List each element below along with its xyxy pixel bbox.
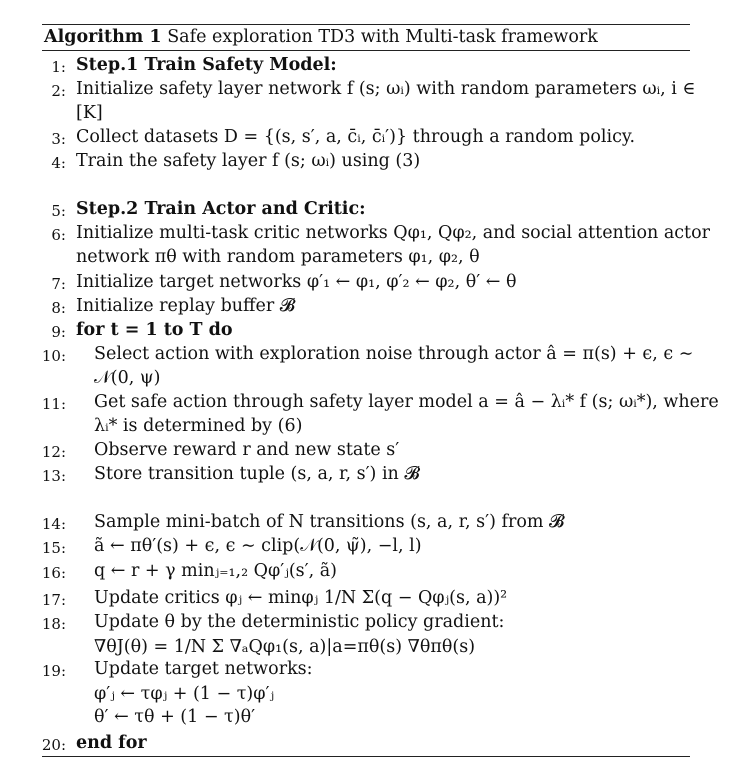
line-number: 19: bbox=[41, 662, 66, 680]
step2-heading: Step.2 Train Actor and Critic: bbox=[76, 199, 366, 219]
algorithm-title-text: Safe exploration TD3 with Multi-task framework bbox=[167, 27, 598, 47]
line-number: 10: bbox=[41, 347, 66, 365]
algorithm-line: Initialize multi-task critic networks Qφ₁, Qφ₂, and social attention actor bbox=[76, 223, 710, 243]
top-rule bbox=[42, 24, 690, 25]
algorithm-line: Update critics φⱼ ← minφⱼ 1/N Σ(q − Qφⱼ(s, a))² bbox=[94, 588, 508, 608]
algorithm-line: Store transition tuple (s, a, r, s′) in 𝓑 bbox=[94, 464, 420, 484]
step1-heading: Step.1 Train Safety Model: bbox=[76, 55, 337, 75]
line-number: 15: bbox=[41, 539, 66, 557]
line-number: 7: bbox=[51, 275, 66, 293]
for-loop-line: for t = 1 to T do bbox=[76, 320, 233, 340]
algorithm-line: Observe reward r and new state s′ bbox=[94, 440, 400, 460]
algorithm-line: Get safe action through safety layer model a = â − λᵢ* f (s; ωᵢ*), where bbox=[94, 392, 719, 412]
algorithm-line-cont: network πθ with random parameters φ₁, φ₂, θ bbox=[76, 247, 480, 267]
algorithm-line: q ← r + γ minⱼ₌₁,₂ Qφ′ⱼ(s′, ã) bbox=[94, 561, 338, 581]
line-number: 3: bbox=[51, 130, 66, 148]
algorithm-line: Select action with exploration noise through actor â = π(s) + ϵ, ϵ ∼ bbox=[94, 344, 694, 364]
algorithm-line: Initialize target networks φ′₁ ← φ₁, φ′₂ ← φ₂, θ′ ← θ bbox=[76, 272, 517, 292]
line-number: 6: bbox=[51, 226, 66, 244]
algorithm-title bbox=[44, 27, 598, 47]
line-number: 20: bbox=[41, 736, 66, 754]
line-number: 16: bbox=[41, 564, 66, 582]
algorithm-label: Algorithm 1 bbox=[44, 27, 162, 47]
algorithm-line: Collect datasets D = {(s, s′, a, c̄ᵢ, c̄ᵢ′)} through a random policy. bbox=[76, 127, 636, 147]
algorithm-line-cont: [K] bbox=[76, 103, 103, 123]
end-for-line: end for bbox=[76, 733, 147, 753]
title-rule bbox=[42, 50, 690, 51]
bottom-rule bbox=[42, 756, 690, 757]
line-number: 9: bbox=[51, 323, 66, 341]
line-number: 18: bbox=[41, 615, 66, 633]
line-number: 4: bbox=[51, 154, 66, 172]
line-number: 14: bbox=[41, 515, 66, 533]
algorithm-line: Initialize safety layer network f (s; ωᵢ) with random parameters ωᵢ, i ∈ bbox=[76, 79, 696, 99]
line-number: 2: bbox=[51, 82, 66, 100]
algorithm-line: Initialize replay buffer 𝓑 bbox=[76, 296, 296, 316]
algorithm-line-cont: ∇θJ(θ) = 1/N Σ ∇ₐQφ₁(s, a)|a=πθ(s) ∇θπθ(s) bbox=[94, 637, 476, 657]
line-number: 11: bbox=[41, 395, 66, 413]
algorithm-line: Update target networks: bbox=[94, 659, 313, 679]
line-number: 5: bbox=[51, 202, 66, 220]
line-number: 8: bbox=[51, 299, 66, 317]
line-number: 12: bbox=[41, 443, 66, 461]
algorithm-line: Sample mini-batch of N transitions (s, a, r, s′) from 𝓑 bbox=[94, 512, 565, 532]
line-number: 17: bbox=[41, 591, 66, 609]
algorithm-line-cont: 𝒩(0, ψ) bbox=[94, 368, 161, 388]
algorithm-line: ã ← πθ′(s) + ϵ, ϵ ∼ clip(𝒩(0, ψ̃), −l, l) bbox=[94, 536, 422, 556]
line-number: 1: bbox=[51, 58, 66, 76]
algorithm-line-cont: θ′ ← τθ + (1 − τ)θ′ bbox=[94, 707, 256, 727]
algorithm-line-cont: λᵢ* is determined by (6) bbox=[94, 416, 303, 436]
algorithm-line-cont: φ′ⱼ ← τφⱼ + (1 − τ)φ′ⱼ bbox=[94, 684, 275, 704]
algorithm-line: Update θ by the deterministic policy gradient: bbox=[94, 612, 505, 632]
algorithm-line: Train the safety layer f (s; ωᵢ) using (3) bbox=[76, 151, 421, 171]
line-number: 13: bbox=[41, 467, 66, 485]
